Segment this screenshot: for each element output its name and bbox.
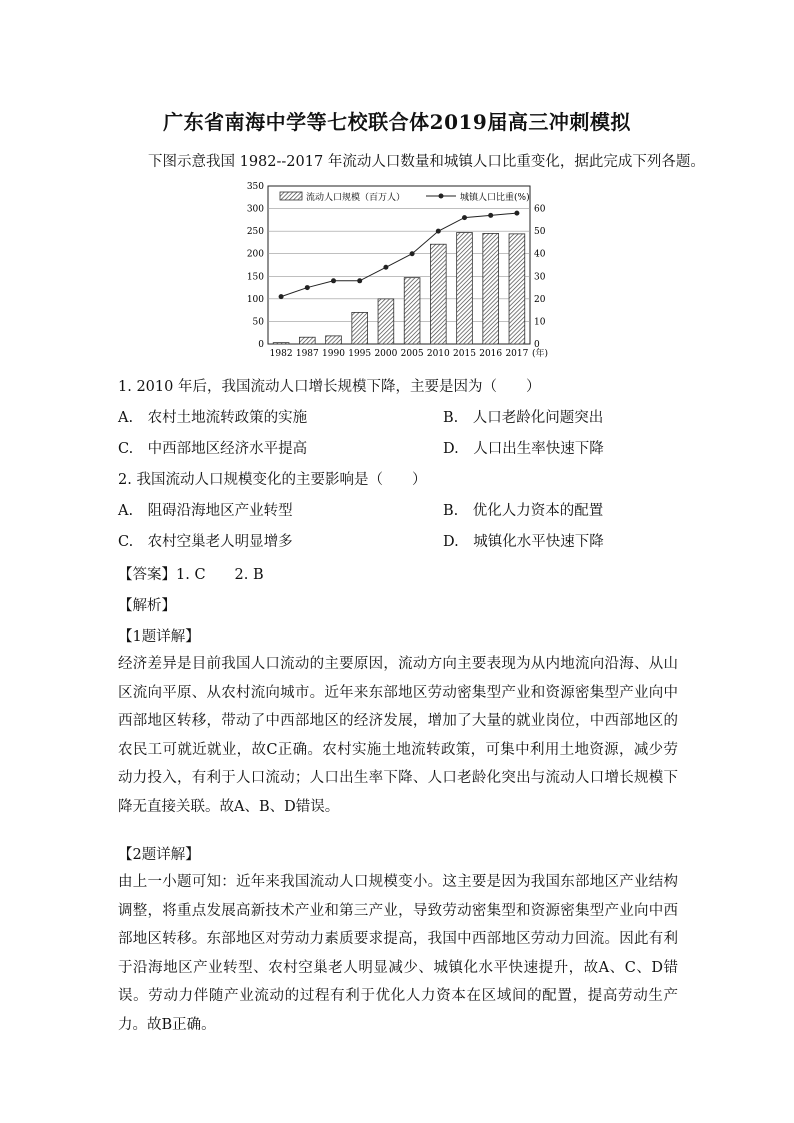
- bar-1995: [352, 312, 368, 344]
- chart-legend: [280, 191, 530, 203]
- x-tick-label: 1982: [269, 349, 293, 359]
- x-tick-label: 2005: [400, 349, 424, 359]
- x-tick-label: 1987: [295, 349, 319, 359]
- x-axis-ticks: [270, 349, 529, 359]
- bar-1982: [273, 343, 289, 344]
- x-unit-label: (年): [532, 349, 549, 359]
- line-point-2010: [436, 229, 441, 234]
- answer-line: 【答案】1. C 2. B: [118, 567, 264, 583]
- right-tick-label: 40: [534, 249, 546, 260]
- bar-2017: [509, 234, 525, 344]
- right-tick-label: 60: [534, 204, 546, 215]
- left-tick-label: 250: [246, 227, 264, 238]
- line-point-1982: [279, 294, 284, 299]
- legend-bar-swatch: [280, 192, 302, 200]
- x-tick-label: 2015: [453, 349, 476, 359]
- analysis-label: 【解析】: [118, 598, 176, 614]
- q2-detail-text: 由上一小题可知：近年来我国流动人口规模变小。这主要是因为我国东部地区产业结构调整，将重点发展高新技术产业和第三产业，导致劳动密集型和资源密集型产业向中西部地区转移。东部地区对劳动力素质要求提高，我国中西部地区劳动力回流。因此有利于沿海地区产业转型、农村空巢老人明显减少、城镇化水平快速提升，故A、C、D错误。劳动力伴随产业流动的过程有利于优化人力资本在区域间的配置，提高劳动生产力。故B正确。: [118, 874, 678, 1033]
- q2-detail-label: 【2题详解】: [118, 847, 200, 863]
- population-chart: [230, 178, 560, 364]
- x-tick-label: 2010: [426, 349, 450, 359]
- legend-line-marker: [439, 194, 444, 199]
- bar-2010: [430, 244, 446, 344]
- x-tick-label: 2016: [479, 349, 503, 359]
- q2-stem: 2. 我国流动人口规模变化的主要影响是（ ）: [118, 472, 427, 488]
- q1-detail-label: 【1题详解】: [118, 629, 200, 645]
- left-tick-label: 300: [246, 204, 264, 215]
- line-point-2016: [488, 213, 493, 218]
- left-tick-label: 150: [246, 272, 264, 283]
- legend-bar-label: 流动人口规模（百万人）: [306, 193, 406, 203]
- line-point-1995: [357, 278, 362, 283]
- left-axis-ticks: [247, 182, 264, 350]
- left-tick-label: 200: [246, 249, 264, 260]
- q1-stem: 1. 2010 年后，我国流动人口增长规模下降，主要是因为（ ）: [118, 379, 541, 395]
- bar-2005: [404, 278, 420, 344]
- left-tick-label: 50: [252, 317, 264, 328]
- x-tick-label: 2017: [505, 349, 529, 359]
- line-point-2015: [462, 215, 467, 220]
- q1-option-b[interactable]: B. 人口老龄化问题突出: [443, 410, 604, 426]
- left-tick-label: 0: [258, 340, 264, 350]
- line-point-1987: [305, 285, 310, 290]
- right-tick-label: 20: [534, 294, 546, 305]
- x-tick-label: 2000: [374, 349, 398, 359]
- bar-1987: [299, 337, 315, 344]
- q2-option-a[interactable]: A. 阻碍沿海地区产业转型: [118, 503, 293, 519]
- line-point-2000: [383, 265, 388, 270]
- right-axis-ticks: [534, 205, 546, 350]
- line-point-2005: [410, 251, 415, 256]
- right-tick-label: 0: [534, 340, 540, 350]
- page-title: 广东省南海中学等七校联合体2019届高三冲刺模拟: [163, 110, 631, 134]
- line-point-1990: [331, 278, 336, 283]
- q1-option-c[interactable]: C. 中西部地区经济水平提高: [118, 441, 308, 457]
- line-point-2017: [514, 211, 519, 216]
- bar-2016: [483, 233, 499, 344]
- bar-1990: [326, 336, 342, 344]
- q1-option-a[interactable]: A. 农村土地流转政策的实施: [118, 410, 308, 426]
- q2-option-d[interactable]: D. 城镇化水平快速下降: [443, 534, 604, 550]
- right-tick-label: 30: [534, 272, 546, 283]
- left-tick-label: 100: [246, 294, 264, 305]
- question-intro: 下图示意我国 1982--2017 年流动人口数量和城镇人口比重变化，据此完成下列各题。: [148, 154, 705, 170]
- legend-line-label: 城镇人口比重(%): [460, 193, 530, 203]
- q2-option-c[interactable]: C. 农村空巢老人明显增多: [118, 534, 293, 550]
- x-tick-label: 1990: [322, 349, 345, 359]
- q1-option-d[interactable]: D. 人口出生率快速下降: [443, 441, 604, 457]
- bar-series: [273, 232, 525, 344]
- q2-option-b[interactable]: B. 优化人力资本的配置: [443, 503, 604, 519]
- left-tick-label: 350: [246, 182, 264, 192]
- bar-2015: [457, 232, 473, 344]
- urban-ratio-line: [281, 213, 517, 297]
- bar-2000: [378, 299, 394, 344]
- x-tick-label: 1995: [348, 349, 372, 359]
- right-tick-label: 50: [534, 227, 546, 238]
- q1-detail-text: 经济差异是目前我国人口流动的主要原因，流动方向主要表现为从内地流向沿海、从山区流向平原、从农村流向城市。近年来东部地区劳动密集型产业和资源密集型产业向中西部地区转移，带动了中西部地区的经济发展，增加了大量的就业岗位，中西部地区的农民工可就近就业，故C正确。农村实施土地流转政策，可集中利用土地资源，减少劳动力投入，有利于人口流动；人口出生率下降、人口老龄化突出与流动人口增长规模下降无直接关联。故A、B、D错误。: [118, 656, 678, 815]
- right-tick-label: 10: [534, 317, 546, 328]
